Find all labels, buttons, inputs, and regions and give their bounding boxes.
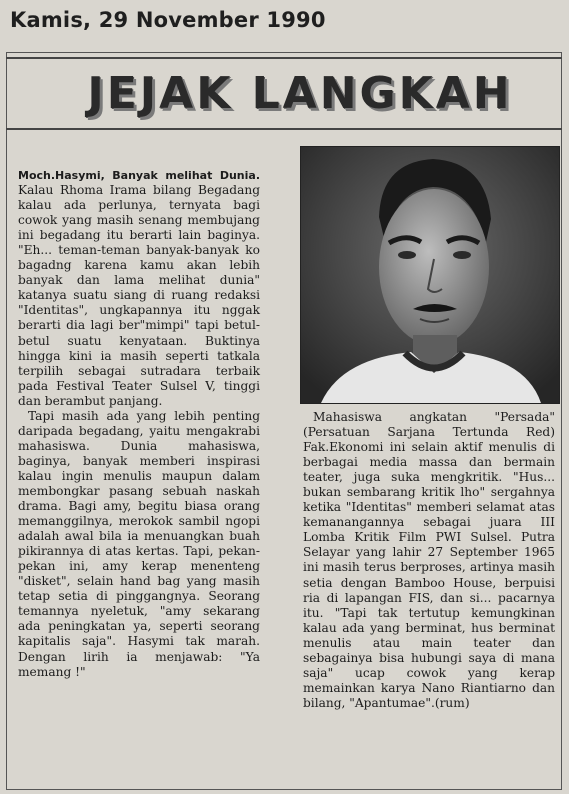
article-paragraph-1-text: Kalau Rhoma Irama bilang Begadang kalau ada perlunya, ternyata bagi cowok yang masih senang membujang ini begadang itu berarti lain baginya. "Eh... teman-teman banyak-banyak ko bagadng karena kamu akan lebih banyak dan lama melihat dunia" katanya suatu siang di ruang redaksi "Identitas", ungkapannya itu nggak berarti dia lagi ber"mimpi" tapi betul-betul suatu kenyataan. Buktinya hingga kini ia masih seperti tatkala terpilih sebagai sutradara terbaik pada Festival Teater Sulsel V, tinggi dan berambut panjang. bbox=[18, 183, 260, 408]
publication-date: Kamis, 29 November 1990 bbox=[10, 8, 326, 32]
article-paragraph-2: Tapi masih ada yang lebih penting daripada begadang, yaitu mengakrabi mahasiswa. Dunia mahasiswa, baginya, banyak memberi inspirasi kalau ingin menulis maupun dalam membongkar pasang sebuah naskah drama. Bagi amy, begitu biasa orang memanggilnya, merokok sambil ngopi adalah awal bila ia menuangkan buah pikirannya di atas kertas. Tapi, pekan-pekan ini, amy kerap menenteng "disket", selain hand bag yang masih tetap setia di pinggangnya. Seorang temannya nyeletuk, "amy sekarang ada peningkatan ya, seperti seorang kapitalis saja". Hasymi tak marah. Dengan lirih ia menjawab: "Ya memang !" bbox=[18, 408, 260, 679]
article-right-column bbox=[303, 410, 555, 711]
portrait-photo bbox=[300, 146, 560, 404]
article-paragraph-1 bbox=[18, 168, 260, 409]
title-rule-top bbox=[6, 57, 562, 59]
article-paragraph-3: Mahasiswa angkatan "Persada" (Persatuan Sarjana Tertunda Red) Fak.Ekonomi ini selain aktif menulis di berbagai media massa dan bermain teater, juga suka mengkritik. "Hus... bukan sembarang kritik lho" sergahnya ketika "Identitas" memberi selamat atas kemanangannya sebagai juara III Lomba Kritik Film PWI Sulsel. Putra Selayar yang lahir 27 September 1965 ini masih terus berproses, artinya masih setia dengan Bamboo House, berpuisi ria di lapangan FIS, dan si... pacarnya itu. "Tapi tak tertutup kemungkinan kalau ada yang berminat, hus berminat menulis atau main teater dan sebagainya bisa hubungi saya di mana saja" ucap cowok yang kerap memainkan karya Nano Riantiarno dan bilang, "Apantumae".(rum) bbox=[303, 410, 555, 710]
title-rule-bottom bbox=[6, 128, 562, 130]
article-title: JEJAK LANGKAH bbox=[87, 68, 513, 119]
portrait-illustration bbox=[301, 147, 559, 403]
article-left-column bbox=[18, 168, 260, 680]
article-byline: Moch.Hasymi, Banyak melihat Dunia. bbox=[18, 169, 260, 182]
